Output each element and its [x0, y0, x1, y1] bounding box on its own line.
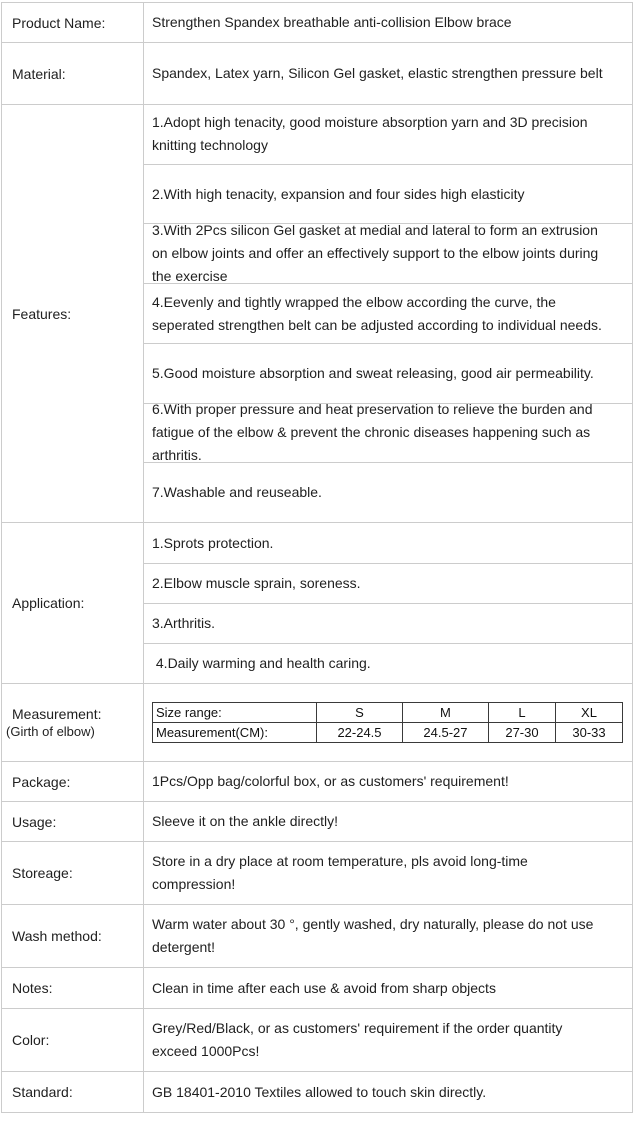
measurement-label	[2, 684, 144, 761]
application-item-1: 1.Sprots protection.	[152, 534, 274, 551]
measurement-xl: 30-33	[555, 723, 622, 743]
color-label: Color:	[2, 1009, 144, 1071]
usage-label: Usage:	[2, 802, 144, 841]
row-notes	[2, 967, 632, 1008]
wash-method-label: Wash method:	[2, 905, 144, 967]
feature-item-4: 4.Eevenly and tightly wrapped the elbow according the curve, the seperated strengthen belt can be adjusted according to individual needs.	[144, 283, 632, 343]
standard-value: GB 18401-2010 Textiles allowed to touch skin directly.	[152, 1083, 487, 1100]
measurement-value	[144, 684, 635, 761]
feature-item-3: 3.With 2Pcs silicon Gel gasket at medial and lateral to form an extrusion on elbow joints and offer an effectively support to the elbow joints during the exercise	[144, 223, 632, 283]
standard-label: Standard:	[2, 1072, 144, 1112]
row-usage	[2, 801, 632, 841]
row-features	[2, 104, 632, 522]
storeage-label: Storeage:	[2, 842, 144, 904]
measurement-label-sub: (Girth of elbow)	[6, 723, 95, 739]
row-measurement	[2, 683, 632, 761]
row-material	[2, 42, 632, 104]
material-value: Spandex, Latex yarn, Silicon Gel gasket, elastic strengthen pressure belt	[152, 65, 603, 81]
row-storeage	[2, 841, 632, 904]
measurement-l: 27-30	[488, 723, 555, 743]
row-package	[2, 761, 632, 801]
size-l: L	[488, 703, 555, 723]
measurement-cm-row	[153, 723, 623, 743]
size-s: S	[317, 703, 403, 723]
package-value: 1Pcs/Opp bag/colorful box, or as customers' requirement!	[152, 773, 509, 789]
notes-label: Notes:	[2, 968, 144, 1008]
row-color	[2, 1008, 632, 1071]
row-application	[2, 522, 632, 683]
row-standard	[2, 1071, 632, 1112]
measurement-cm-label: Measurement(CM):	[153, 723, 317, 743]
size-xl: XL	[555, 703, 622, 723]
feature-item-7: 7.Washable and reuseable.	[144, 462, 632, 522]
application-list	[144, 523, 632, 683]
notes-value: Clean in time after each use & avoid from sharp objects	[152, 979, 496, 996]
size-measurement-table	[152, 702, 623, 743]
size-range-label: Size range:	[153, 703, 317, 723]
application-item-3: 3.Arthritis.	[144, 603, 632, 643]
row-product-name	[2, 3, 632, 42]
application-item-4: 4.Daily warming and health caring.	[144, 643, 632, 683]
color-value: Grey/Red/Black, or as customers' requirement if the order quantity exceed 1000Pcs!	[152, 1020, 567, 1059]
material-label: Material:	[2, 43, 144, 104]
size-range-row	[153, 703, 623, 723]
storeage-value: Store in a dry place at room temperature, pls avoid long-time compression!	[152, 853, 532, 892]
feature-item-1: 1.Adopt high tenacity, good moisture absorption yarn and 3D precision knitting technology	[152, 114, 592, 154]
features-label: Features:	[2, 105, 144, 522]
measurement-label-main: Measurement:	[12, 705, 102, 722]
product-name-label: Product Name:	[2, 3, 144, 42]
application-label: Application:	[2, 523, 144, 683]
measurement-m: 24.5-27	[402, 723, 488, 743]
feature-item-6: 6.With proper pressure and heat preservation to relieve the burden and fatigue of the elbow & prevent the chronic diseases happening such as arthritis.	[144, 403, 632, 463]
usage-value: Sleeve it on the ankle directly!	[152, 813, 338, 829]
feature-item-5: 5.Good moisture absorption and sweat releasing, good air permeability.	[144, 343, 632, 403]
feature-item-2: 2.With high tenacity, expansion and four sides high elasticity	[144, 164, 632, 224]
application-item-2: 2.Elbow muscle sprain, soreness.	[144, 563, 632, 603]
product-name-value: Strengthen Spandex breathable anti-collision Elbow brace	[152, 14, 512, 30]
wash-method-value: Warm water about 30 °, gently washed, dry naturally, please do not use detergent!	[152, 916, 598, 955]
size-m: M	[402, 703, 488, 723]
measurement-s: 22-24.5	[317, 723, 403, 743]
package-label: Package:	[2, 762, 144, 801]
row-wash-method	[2, 904, 632, 967]
features-list	[144, 105, 632, 522]
product-spec-table	[1, 2, 633, 1113]
